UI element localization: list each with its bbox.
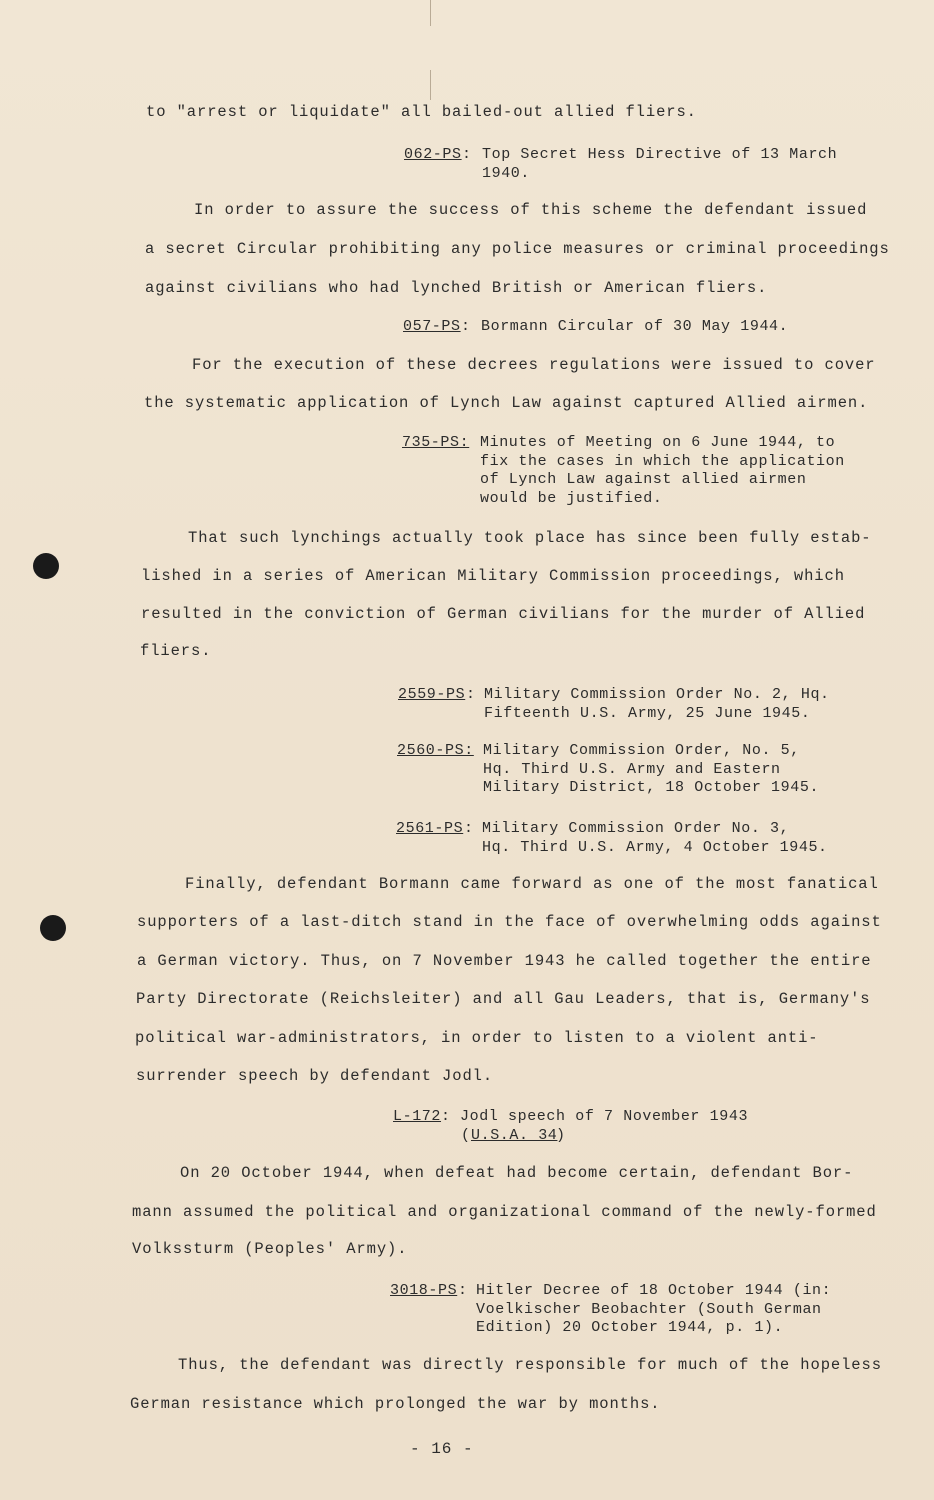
- citation-description: Bormann Circular of 30 May 1944.: [481, 318, 789, 335]
- citation-ref: 2560-PS:: [397, 742, 474, 759]
- body-line: Party Directorate (Reichsleiter) and all Gau Leaders, that is, Germany's: [136, 990, 871, 1008]
- body-line: surrender speech by defendant Jodl.: [136, 1067, 494, 1085]
- body-line: to "arrest or liquidate" all bailed-out allied fliers.: [146, 103, 697, 121]
- body-line: On 20 October 1944, when defeat had become certain, defendant Bor-: [180, 1164, 854, 1182]
- citation-ref: 3018-PS: [390, 1282, 458, 1299]
- citation-description: Top Secret Hess Directive of 13 March 1940.: [482, 146, 838, 182]
- fold-mark: [430, 70, 431, 100]
- citation-description: Military Commission Order, No. 5, Hq. Third U.S. Army and Eastern Military District, 18 October 1945.: [483, 742, 820, 797]
- citation-description: Military Commission Order No. 3, Hq. Third U.S. Army, 4 October 1945.: [482, 820, 828, 856]
- body-line: the systematic application of Lynch Law against captured Allied airmen.: [144, 394, 869, 412]
- citation-description: Hitler Decree of 18 October 1944 (in: Voelkischer Beobachter (South German Edition) 20 October 1944, p. 1).: [476, 1282, 832, 1337]
- citation-colon: :: [458, 1282, 468, 1299]
- body-line: That such lynchings actually took place has since been fully estab-: [188, 529, 872, 547]
- body-line: Finally, defendant Bormann came forward as one of the most fanatical: [185, 875, 879, 893]
- body-line: against civilians who had lynched British or American fliers.: [145, 279, 768, 297]
- citation-colon: :: [461, 318, 471, 335]
- punch-hole-top: [33, 553, 59, 579]
- citation-ref: 735-PS:: [402, 434, 470, 451]
- exhibit-number: U.S.A. 34: [471, 1127, 558, 1144]
- fold-mark: [430, 0, 431, 26]
- citation-ref: L-172: [393, 1108, 442, 1125]
- citation-ref: 057-PS: [403, 318, 461, 335]
- citation-description: Military Commission Order No. 2, Hq. Fifteenth U.S. Army, 25 June 1945.: [484, 686, 830, 722]
- citation-colon: :: [462, 146, 472, 163]
- body-line: a secret Circular prohibiting any police measures or criminal proceedings: [145, 240, 890, 258]
- body-line: Volkssturm (Peoples' Army).: [132, 1240, 408, 1258]
- body-line: German resistance which prolonged the war by months.: [130, 1395, 661, 1413]
- body-line: supporters of a last-ditch stand in the face of overwhelming odds against: [137, 913, 882, 931]
- citation-ref: 2559-PS: [398, 686, 466, 703]
- punch-hole-bottom: [40, 915, 66, 941]
- body-line: fliers.: [140, 642, 212, 660]
- citation-description: Minutes of Meeting on 6 June 1944, to fix the cases in which the application of Lynch Law against allied airmen would be justified.: [480, 434, 845, 508]
- body-line: lished in a series of American Military Commission proceedings, which: [141, 567, 845, 585]
- citation-colon: :: [441, 1108, 451, 1125]
- citation-colon: :: [466, 686, 476, 703]
- exhibit-close: ): [556, 1127, 566, 1144]
- body-line: For the execution of these decrees regulations were issued to cover: [192, 356, 876, 374]
- body-line: resulted in the conviction of German civilians for the murder of Allied: [141, 605, 866, 623]
- page-number: - 16 -: [410, 1440, 474, 1458]
- body-line: political war-administrators, in order to listen to a violent anti-: [135, 1029, 819, 1047]
- body-line: a German victory. Thus, on 7 November 1943 he called together the entire: [137, 952, 872, 970]
- citation-colon: :: [464, 820, 474, 837]
- citation-description: Jodl speech of 7 November 1943: [460, 1108, 749, 1125]
- body-line: Thus, the defendant was directly responsible for much of the hopeless: [178, 1356, 882, 1374]
- exhibit-open: (: [461, 1127, 471, 1144]
- body-line: mann assumed the political and organizational command of the newly-formed: [132, 1203, 877, 1221]
- body-line: In order to assure the success of this scheme the defendant issued: [194, 201, 868, 219]
- citation-ref: 2561-PS: [396, 820, 464, 837]
- citation-ref: 062-PS: [404, 146, 462, 163]
